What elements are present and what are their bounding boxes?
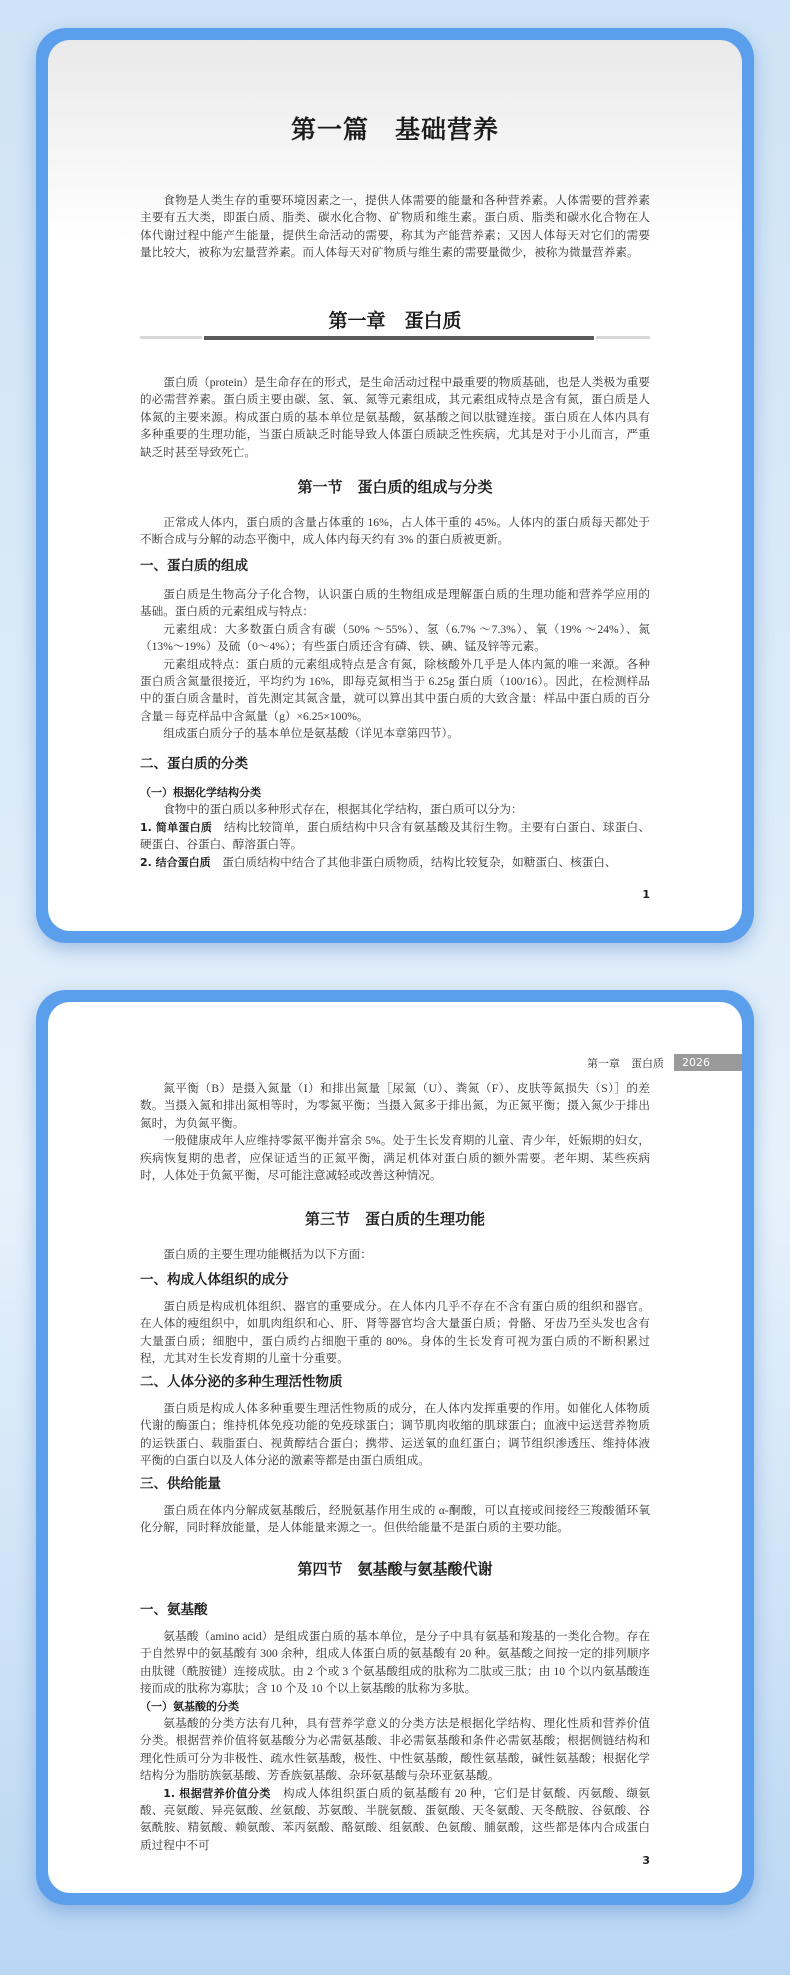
function-3-text: 蛋白质在体内分解成氨基酸后，经脱氨基作用生成的 α-酮酸，可以直接或间接经三羧酸循环氧化分解，同时释放能量，是人体能量来源之一。但供给能量不是蛋白质的主要功能。 — [140, 1504, 650, 1535]
function-2-text: 蛋白质是构成人体多种重要生理活性物质的成分，在人体内发挥重要的作用。如催化人体物质代谢的酶蛋白；维持机体免疫功能的免疫球蛋白；调节肌肉收缩的肌球蛋白；血液中运送营养物质的运铁蛋白、载脂蛋白、视黄醇结合蛋白；携带、运送氧的血红蛋白；调节组织渗透压、维持体液平衡的白蛋白以及人体分泌的激素等都是由蛋白质组成。 — [140, 1402, 650, 1468]
composition-paragraph-1: 蛋白质是生物高分子化合物，认识蛋白质的生物组成是理解蛋白质的生理功能和营养学应用的基础。蛋白质的元素组成与特点： — [140, 588, 650, 619]
page-card-1 — [36, 28, 754, 943]
nutrition-value-text: 构成人体组织蛋白质的氨基酸有 20 种，它们是甘氨酸、丙氨酸、缬氨酸、亮氨酸、异亮氨酸、丝氨酸、苏氨酸、半胱氨酸、蛋氨酸、天冬氨酸、天冬酰胺、谷氨酸、谷氨酰胺、精氨酸、赖氨酸、苯丙氨酸、酪氨酸、组氨酸、色氨酸、脯氨酸，这些都是体内合成蛋白质过程中不可 — [140, 1786, 650, 1852]
amino-acid-text: 氨基酸（amino acid）是组成蛋白质的基本单位，是分子中具有氨基和羧基的一类化合物。存在于自然界中的氨基酸有 300 余种，组成人体蛋白质的氨基酸有 20 种。氨基酸之间按一定的排列顺序由肽键（酰胺键）连接成肽。由 2 个或 3 个氨基酸组成的肽称为二肽或三肽；由 10 个以内氨基酸连接而成的肽称为寡肽；含 10 个及 10 个以上氨基酸的肽称为多肽。 — [140, 1630, 650, 1696]
function-1-text: 蛋白质是构成机体组织、器官的重要成分。在人体内几乎不存在不含有蛋白质的组织和器官。在人体的瘦组织中，如肌肉组织和心、肝、肾等器官均含大量蛋白质；骨骼、牙齿乃至头发也含有大量蛋白质；细胞中，蛋白质约占细胞干重的 80%。身体的生长发育可视为蛋白质的不断积累过程，尤其对生长发育期的儿童十分重要。 — [140, 1300, 650, 1366]
function-1-title: 一、构成人体组织的成分 — [140, 1272, 289, 1288]
running-header-year: 2026 — [674, 1054, 742, 1071]
amino-acid-title: 一、氨基酸 — [140, 1602, 208, 1618]
page-number-3: 3 — [642, 1854, 650, 1867]
subsection-composition-title: 一、蛋白质的组成 — [140, 558, 248, 574]
simple-protein-label: 1. 简单蛋白质 — [140, 820, 213, 834]
running-header — [587, 1054, 742, 1071]
section-3-intro: 蛋白质的主要生理功能概括为以下方面： — [163, 1248, 372, 1261]
amino-acid-classification-text: 氨基酸的分类方法有几种，具有营养学意义的分类方法是根据化学结构、理化性质和营养价值分类。根据营养价值将氨基酸分为必需氨基酸、非必需氨基酸和条件必需氨基酸；根据侧链结构和理化性质可分为非极性、疏水性氨基酸，极性、中性氨基酸，酸性氨基酸，碱性氨基酸；根据化学结构分为脂肪族氨基酸、芳香族氨基酸、杂环氨基酸与杂环亚氨基酸。 — [140, 1717, 650, 1783]
classification-paragraph: 食物中的蛋白质以多种形式存在，根据其化学结构，蛋白质可以分为： — [163, 803, 523, 817]
section-1-title: 第一节 蛋白质的组成与分类 — [297, 478, 493, 496]
simple-protein-text: 结构比较简单，蛋白质结构中只含有氨基酸及其衍生物。主要有白蛋白、球蛋白、硬蛋白、谷蛋白、醇溶蛋白等。 — [140, 820, 650, 852]
composition-paragraph-2: 元素组成：大多数蛋白质含有碳（50% ～55%）、氢（6.7% ～7.3%）、氧（19% ～24%）、氮（13%～19%）及硫（0～4%）；有些蛋白质还含有磷、铁、碘、锰及锌等元素。 — [140, 622, 650, 654]
amino-acid-classification-title: （一）氨基酸的分类 — [140, 1699, 239, 1713]
section-4-title: 第四节 氨基酸与氨基酸代谢 — [297, 1560, 493, 1578]
chapter-intro: 蛋白质（protein）是生命存在的形式，是生命活动过程中最重要的物质基础，也是人类极为重要的必需营养素。蛋白质主要由碳、氢、氧、氮等元素组成，其元素组成特点是含有氮，蛋白质是人体氮的主要来源。构成蛋白质的基本单位是氨基酸，氨基酸之间以肽键连接。蛋白质在人体内具有多种重要的生理功能，当蛋白质缺乏时能导致人体蛋白质缺乏性疾病，尤其是对于小儿而言，严重缺乏时甚至导致死亡。 — [140, 376, 650, 459]
chapter-title: 第一章 蛋白质 — [328, 310, 462, 332]
section-3-title: 第三节 蛋白质的生理功能 — [304, 1210, 485, 1228]
conjugated-protein-text: 蛋白质结构中结合了其他非蛋白质物质，结构比较复杂，如糖蛋白、核蛋白、 — [222, 855, 617, 869]
composition-paragraph-3: 元素组成特点：蛋白质的元素组成特点是含有氮，除核酸外几乎是人体内氮的唯一来源。各种蛋白质含氮量很接近，平均约为 16%，即每克氮相当于 6.25g 蛋白质（100/16）。因此，在检测样品中的蛋白质含量时，首先测定其氮含量，就可以算出其中蛋白质的大致含量：样品中蛋白质的百分含量＝每克样品中含氮量（g）×6.25×100%。 — [140, 657, 650, 723]
function-3-title: 三、供给能量 — [140, 1476, 221, 1492]
part-intro: 食物是人类生存的重要环境因素之一，提供人体需要的能量和各种营养素。人体需要的营养素主要有五大类，即蛋白质、脂类、碳水化合物、矿物质和维生素。蛋白质、脂类和碳水化合物在人体代谢过程中能产生能量，提供生命活动的需要，称其为产能营养素；又因人体每天对它们的需要量比较大，被称为宏量营养素。而人体每天对矿物质与维生素的需要量微少，被称为微量营养素。 — [140, 194, 650, 260]
chapter-rule — [204, 336, 594, 340]
classification-by-structure-title: （一）根据化学结构分类 — [140, 786, 261, 799]
nitrogen-balance-paragraph: 氮平衡（B）是摄入氮量（I）和排出氮量［尿氮（U）、粪氮（F）、皮肤等氮损失（S）］的差数。当摄入氮和排出氮相等时，为零氮平衡；当摄入氮多于排出氮，为正氮平衡；摄入氮少于排出氮时，为负氮平衡。 — [140, 1082, 650, 1130]
page-card-2 — [36, 990, 754, 1905]
running-header-title: 第一章 蛋白质 — [587, 1056, 664, 1070]
page-number-1: 1 — [642, 888, 650, 901]
chapter-rule-left — [140, 336, 202, 339]
nutrition-value-label: 1. 根据营养价值分类 — [163, 1786, 271, 1800]
subsection-classification-title: 二、蛋白质的分类 — [140, 756, 248, 772]
page-sheet-2 — [48, 1002, 742, 1893]
function-2-title: 二、人体分泌的多种生理活性物质 — [140, 1374, 343, 1390]
section-1-intro: 正常成人体内，蛋白质的含量占体重的 16%，占人体干重的 45%。人体内的蛋白质每天都处于不断合成与分解的动态平衡中，成人体内每天约有 3% 的蛋白质被更新。 — [140, 516, 650, 547]
nitrogen-balance-paragraph-2: 一般健康成年人应维持零氮平衡并富余 5%。处于生长发育期的儿童、青少年，妊娠期的妇女，疾病恢复期的患者，应保证适当的正氮平衡，满足机体对蛋白质的额外需要。老年期、某些疾病时，人体处于负氮平衡，尽可能注意减轻或改善这种情况。 — [140, 1134, 650, 1183]
part-title: 第一篇 基础营养 — [290, 115, 499, 144]
composition-paragraph-4: 组成蛋白质分子的基本单位是氨基酸（详见本章第四节）。 — [163, 727, 459, 741]
chapter-rule-right — [596, 336, 650, 339]
conjugated-protein-label: 2. 结合蛋白质 — [140, 855, 211, 869]
page-sheet-1 — [48, 40, 742, 931]
